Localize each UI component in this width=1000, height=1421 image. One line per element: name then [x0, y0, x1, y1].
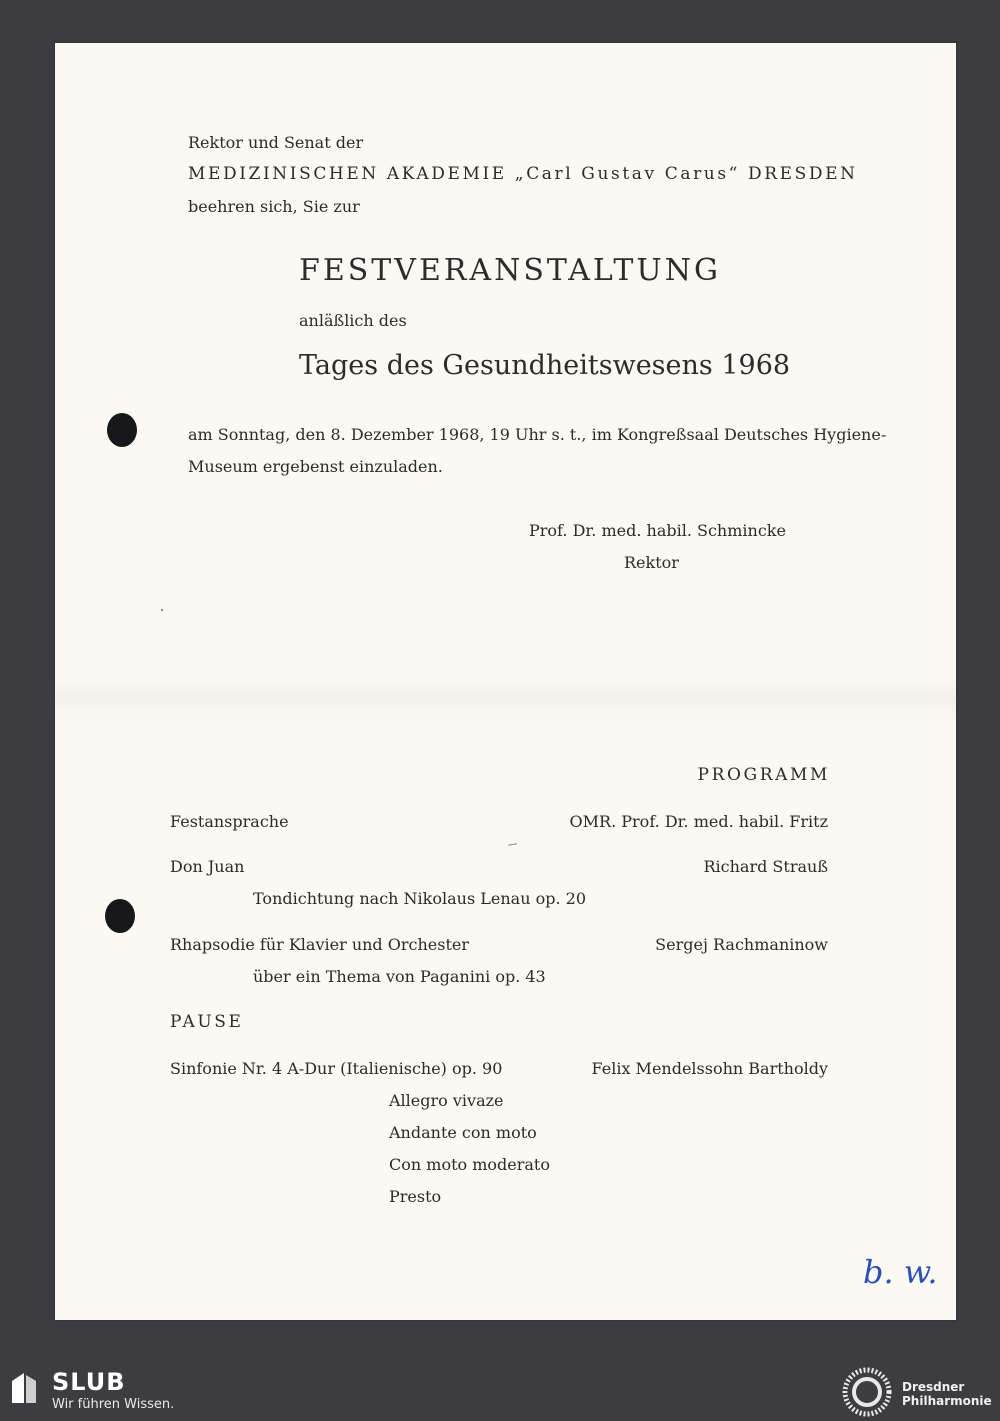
- program-item-2-composer: Richard Strauß: [703, 857, 828, 876]
- punch-hole-top: [107, 413, 137, 447]
- invitation-line-1: Rektor und Senat der: [188, 133, 364, 152]
- invitation-line-3: beehren sich, Sie zur: [188, 197, 360, 216]
- dresdner-philharmonie-name: [902, 1380, 992, 1408]
- pause-heading: PAUSE: [170, 1012, 244, 1032]
- program-item-1-performer: OMR. Prof. Dr. med. habil. Fritz: [569, 812, 828, 831]
- dp-name-line-2: Philharmonie: [902, 1394, 992, 1408]
- movement-1: Allegro vivaze: [389, 1091, 504, 1110]
- slub-logo-text: SLUB: [52, 1368, 126, 1396]
- signatory-name: Prof. Dr. med. habil. Schmincke: [529, 521, 786, 540]
- punch-hole-bottom: [105, 899, 135, 933]
- movement-2: Andante con moto: [389, 1123, 537, 1142]
- signatory-title: Rektor: [624, 553, 679, 572]
- symphony-title: Sinfonie Nr. 4 A-Dur (Italienische) op. 90: [170, 1059, 503, 1078]
- details-line-1: am Sonntag, den 8. Dezember 1968, 19 Uhr s. t., im Kongreßsaal Deutsches Hygiene-: [188, 425, 887, 444]
- slub-logo-icon: [10, 1371, 38, 1405]
- movement-4: Presto: [389, 1187, 442, 1206]
- program-item-2-subtitle: Tondichtung nach Nikolaus Lenau op. 20: [253, 889, 586, 908]
- program-item-1-title: Festansprache: [170, 812, 289, 831]
- paper-mark: [508, 843, 517, 846]
- program-heading: PROGRAMM: [697, 765, 830, 785]
- program-item-3-title: Rhapsodie für Klavier und Orchester: [170, 935, 470, 954]
- occasion-prefix: anläßlich des: [299, 311, 407, 330]
- document-page: [55, 43, 956, 1320]
- program-item-3-composer: Sergej Rachmaninow: [655, 935, 828, 954]
- paper-fold: [55, 679, 956, 725]
- program-item-2-title: Don Juan: [170, 857, 245, 876]
- program-item-3-subtitle: über ein Thema von Paganini op. 43: [253, 967, 546, 986]
- dp-name-line-1: Dresdner: [902, 1380, 965, 1394]
- movement-3: Con moto moderato: [389, 1155, 550, 1174]
- invitation-title: FESTVERANSTALTUNG: [299, 253, 721, 288]
- handwritten-note: b. w.: [863, 1253, 938, 1291]
- details-line-2: Museum ergebenst einzuladen.: [188, 457, 443, 476]
- invitation-line-2: MEDIZINISCHEN AKADEMIE „Carl Gustav Carus“ DRESDEN: [188, 164, 858, 184]
- occasion-title: Tages des Gesundheitswesens 1968: [299, 350, 791, 381]
- paper-speck: [161, 609, 163, 611]
- slub-tagline: Wir führen Wissen.: [52, 1397, 175, 1412]
- dresdner-philharmonie-logo-icon: [842, 1367, 892, 1417]
- symphony-composer: Felix Mendelssohn Bartholdy: [591, 1059, 828, 1078]
